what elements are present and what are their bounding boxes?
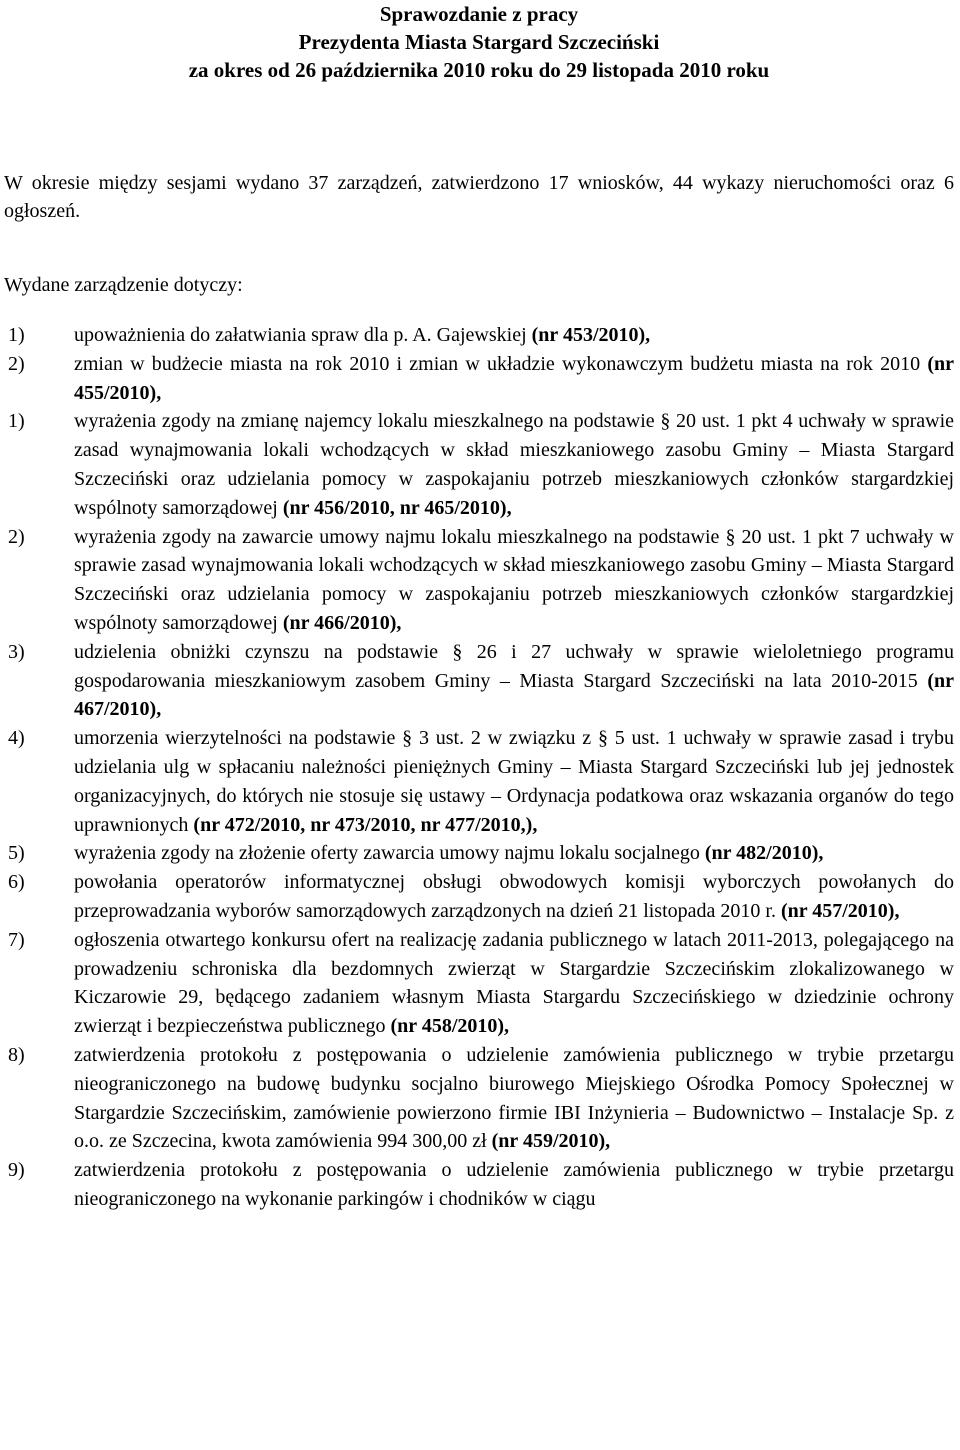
item-number: 4) [8,727,25,750]
ordinance-list [4,321,954,1214]
section-subheading: Wydane zarządzenie dotyczy: [4,274,243,296]
item-ref: (nr 457/2010), [780,899,900,922]
item-text: udzielenia obniżki czynszu na podstawie § 26 i 27 uchwały w sprawie wieloletniego programu gospodarowania mieszkaniowym zasobem Gminy – Miasta Stargard Szczeciński na lata 2010-2015 [74,640,954,692]
list-item [4,1041,954,1156]
item-ref: (nr 458/2010), [390,1015,510,1038]
item-text: zatwierdzenia protokołu z postępowania o udzielenie zamówienia publicznego w trybie przetargu nieograniczonego na wykonanie parkingów i chodników w ciągu [74,1159,954,1210]
item-number: 1) [8,410,25,433]
item-number: 6) [8,871,25,894]
list-item [4,407,954,522]
item-number: 9) [8,1159,25,1182]
item-ref: (nr 459/2010), [491,1130,611,1153]
item-number: 2) [8,525,25,548]
item-text: zmian w budżecie miasta na rok 2010 i zmian w układzie wykonawczym budżetu miasta na rok 2010 [74,352,921,375]
item-text: wyrażenia zgody na zmianę najemcy lokalu mieszkalnego na podstawie § 20 ust. 1 pkt 4 uchwały w sprawie zasad wynajmowania lokali wchodzących w skład mieszkaniowego zasobu Gminy – Miasta Stargard Szczeciński oraz udzielania pomocy w zaspokajaniu potrzeb mieszkaniowych członków stargardzkiej wspólnoty samorządowej [74,410,954,519]
title-line-2: Prezydenta Miasta Stargard Szczeciński [298,30,660,54]
item-text: zatwierdzenia protokołu z postępowania o udzielenie zamówienia publicznego w trybie przetargu nieograniczonego na budowę budynku socjalno biurowego Miejskiego Ośrodka Pomocy Społecznej w Stargardzie Szczecińskim, zamówienie powierzono firmie IBI Inżynieria – Budownictwo – Instalacje Sp. z o.o. ze Szczecina, kwota zamówienia 994 300,00 zł [74,1043,954,1153]
intro-paragraph: W okresie między sesjami wydano 37 zarządzeń, zatwierdzono 17 wniosków, 44 wykazy nieruchomości oraz 6 ogłoszeń. [4,172,954,222]
list-item [4,839,954,868]
list-item [4,724,954,839]
item-number: 5) [8,842,25,865]
list-item [4,321,954,350]
item-text: wyrażenia zgody na złożenie oferty zawarcia umowy najmu lokalu socjalnego [74,842,700,865]
list-item [4,1156,954,1214]
title-line-3: za okres od 26 października 2010 roku do 29 listopada 2010 roku [188,58,770,82]
item-text: wyrażenia zgody na zawarcie umowy najmu lokalu mieszkalnego na podstawie § 20 ust. 1 pkt 7 uchwały w sprawie zasad wynajmowania lokali wchodzących w skład mieszkaniowego zasobu Gminy – Miasta Stargard Szczeciński oraz udzielania pomocy w zaspokajaniu potrzeb mieszkaniowych członków stargardzkiej wspólnoty samorządowej [74,525,954,634]
report-title [4,0,954,84]
list-item [4,926,954,1041]
item-number: 7) [8,928,25,951]
list-item [4,350,954,408]
item-ref: (nr 466/2010), [282,611,402,634]
item-text: umorzenia wierzytelności na podstawie § 3 ust. 2 w związku z § 5 ust. 1 uchwały w sprawie zasad i trybu udzielania ulg w spłacaniu należności pieniężnych Gminy – Miasta Stargard Szczeciński lub jej jednostek organizacyjnych, do których nie stosuje się ustawy – Ordynacja podatkowa oraz wskazania organów do tego uprawnionych [74,727,954,836]
item-text: powołania operatorów informatycznej obsługi obwodowych komisji wyborczych powołanych do przeprowadzania wyborów samorządowych zarządzonych na dzień 21 listopada 2010 r. [74,871,954,922]
item-number: 1) [8,324,25,346]
item-ref: (nr 472/2010, nr 473/2010, nr 477/2010,), [193,813,538,836]
list-item [4,868,954,926]
item-number: 3) [8,640,25,663]
item-text: upoważnienia do załatwiania spraw dla p. A. Gajewskiej [74,324,527,346]
item-ref: (nr 456/2010, nr 465/2010), [282,496,512,519]
item-ref: (nr 453/2010), [531,324,651,346]
item-ref: (nr 467/2010), [74,669,954,721]
item-number: 2) [8,352,25,375]
list-item [4,523,954,638]
list-item [4,638,954,724]
item-ref: (nr 455/2010), [74,352,955,404]
item-text: ogłoszenia otwartego konkursu ofert na realizację zadania publicznego w latach 2011-2013, polegającego na prowadzeniu schroniska dla bezdomnych zwierząt w Stargardzie Szczecińskim zlokalizowanego w Kiczarowie 29, będącego zadaniem własnym Miasta Stargardu Szczecińskiego w dziedzinie ochrony zwierząt i bezpieczeństwa publicznego [74,928,954,1038]
item-number: 8) [8,1043,25,1066]
item-ref: (nr 482/2010), [704,842,824,865]
title-line-1: Sprawozdanie z pracy [379,2,579,26]
